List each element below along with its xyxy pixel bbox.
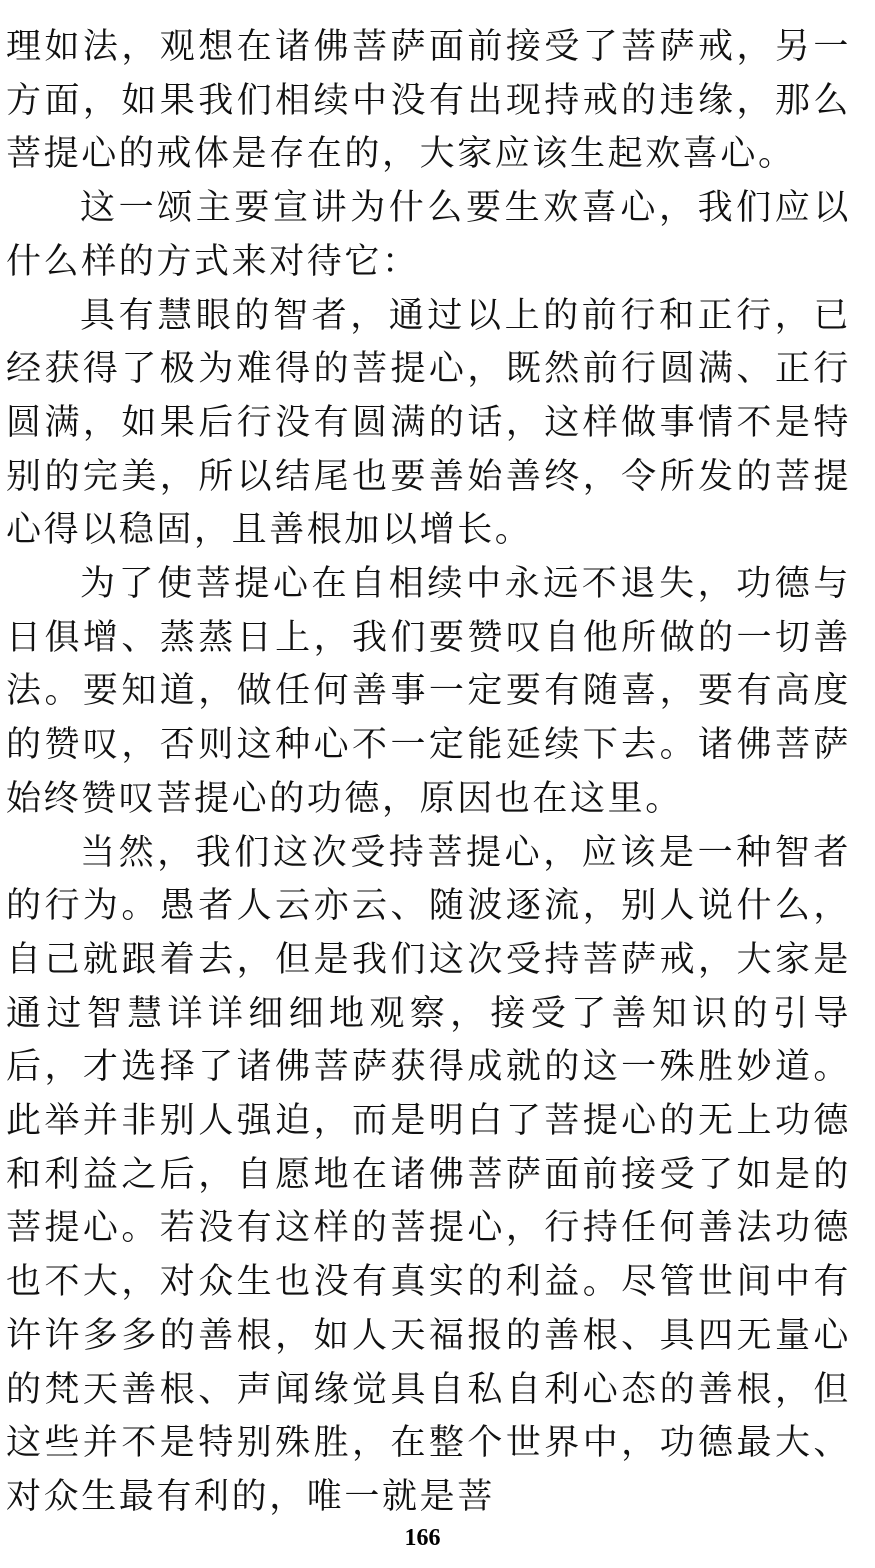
paragraph-3: 具有慧眼的智者，通过以上的前行和正行，已经获得了极为难得的菩提心，既然前行圆满、正行圆满，如果后行没有圆满的话，这样做事情不是特别的完美，所以结尾也要善始善终，令所发的菩提心得以稳固，且善根加以增长。 (6, 295, 851, 551)
paragraph-4: 为了使菩提心在自相续中永远不退失，功德与日俱增、蒸蒸日上，我们要赞叹自他所做的一切善法。要知道，做任何善事一定要有随喜，要有高度的赞叹，否则这种心不一定能延续下去。诸佛菩萨始终赞叹菩提心的功德，原因也在这里。 (6, 564, 851, 819)
paragraph-5: 当然，我们这次受持菩提心，应该是一种智者的行为。愚者人云亦云、随波逐流，别人说什么，自己就跟着去，但是我们这次受持菩萨戒，大家是通过智慧详详细细地观察，接受了善知识的引导后，才选择了诸佛菩萨获得成就的这一殊胜妙道。此举并非别人强迫，而是明白了菩提心的无上功德和利益之后，自愿地在诸佛菩萨面前接受了如是的菩提心。若没有这样的菩提心，行持任何善法功德也不大，对众生也没有真实的利益。尽管世间中有许许多多的善根，如人天福报的善根、具四无量心的梵天善根、声闻缘觉具自私自利心态的善根，但这些并不是特别殊胜，在整个世界中，功德最大、对众生最有利的，唯一就是菩 (6, 832, 851, 1517)
page-number: 166 (404, 1525, 441, 1551)
paragraph-1: 理如法，观想在诸佛菩萨面前接受了菩萨戒，另一方面，如果我们相续中没有出现持戒的违缘，那么菩提心的戒体是存在的，大家应该生起欢喜心。 (6, 27, 851, 175)
body-text (6, 21, 851, 1525)
paragraph-2: 这一颂主要宣讲为什么要生欢喜心，我们应以什么样的方式来对待它： (6, 188, 851, 282)
